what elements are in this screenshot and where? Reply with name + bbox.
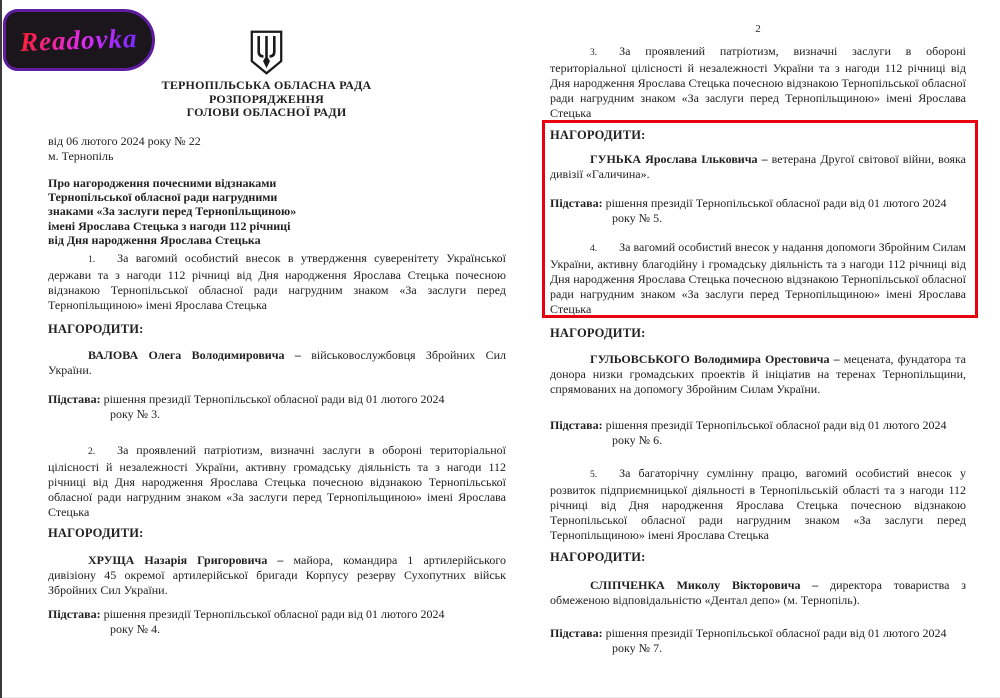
document-type: РОЗПОРЯДЖЕННЯ [208,92,325,106]
paragraph-number: 2. [88,447,96,457]
award-heading: НАГОРОДИТИ: [550,128,646,142]
subject-line: імені Ярослава Стецька з нагоди 112 річниці [48,218,291,233]
award-heading: НАГОРОДИТИ: [48,322,144,336]
awardee-desc: мецената, фундатора та донора низки громадських проектів й ініціатив на теренах Тернопільщини, спрямованих на допомогу Збройним Силам України. [550,352,966,396]
basis-block-4 [550,418,966,448]
award-heading: НАГОРОДИТИ: [48,526,144,540]
basis-block-5 [550,626,966,656]
subject-line: знаками «За заслуги перед Тернопільщиною» [48,204,297,219]
basis-ref: року № 3. [110,407,161,421]
basis-ref: року № 6. [612,433,663,447]
date-city-block [48,134,506,164]
awardee-name: ВАЛОВА Олега Володимировича – [88,348,301,362]
decree-paragraph-4 [550,240,966,317]
decree-paragraph-2 [48,443,506,520]
paragraph-number: 5. [590,470,598,480]
readovka-logo [3,9,155,71]
award-heading: НАГОРОДИТИ: [550,550,646,564]
decree-subject [48,176,388,247]
basis-text: рішення президії Тернопільської обласної ради від 01 лютого 2024 [605,196,947,210]
paragraph-number: 1. [88,255,96,265]
awardee-valov [48,348,506,378]
awardee-name: ГУЛЬОВСЬКОГО Володимира Орестовича – [590,352,840,366]
subject-line: від Дня народження Ярослава Стецька [48,232,261,247]
awardee-desc: директора товариства з обмеженою відповідальністю «Дентал депо» (м. Тернопіль). [550,578,967,607]
issuer-line: ГОЛОВИ ОБЛАСНОЇ РАДИ [186,105,347,119]
basis-text: рішення президії Тернопільської обласної ради від 01 лютого 2024 [103,392,445,406]
paragraph-text: За вагомий особистий внесок в утвердження суверенітету Української держави та з нагоди 112 річниці від Дня народження Ярослава Стецька почесною відзнакою Тернопільської обласної ради нагрудним знаком «За заслуги перед Тернопільщиною» імені Ярослава Стецька [48,251,506,312]
awardee-desc: майора, командира 1 артилерійського дивізіону 45 окремої артилерійської бригади Корпусу резерву Сухопутних військ Збройних Сил України. [48,553,506,597]
basis-label: Підстава: [550,418,603,432]
basis-text: рішення президії Тернопільської обласної ради від 01 лютого 2024 [103,607,445,621]
basis-line1 [550,196,966,211]
awardee-hunka [550,152,966,182]
awardee-name: СЛІПЧЕНКА Миколу Вікторовича – [590,578,819,592]
paragraph-number: 4. [590,244,598,254]
paragraph-number: 3. [590,48,598,58]
awardee-name: ГУНЬКА Ярослава Ільковича – [590,152,768,166]
org-name: ТЕРНОПІЛЬСЬКА ОБЛАСНА РАДА [161,78,372,92]
awardee-hulovskyi [550,352,966,397]
paragraph-text: За багаторічну сумлінну працю, вагомий особистий внесок у розвиток підприємницької діяльності в Тернопільській області та з нагоди 112 річниці від Дня народження Ярослава Стецька почесною відзнакою Тернопільської обласної ради нагрудним знаком «За заслуги перед Тернопільщиною» імені Ярослава Стецька [550,466,966,542]
date-line: від 06 лютого 2024 року № 22 [48,134,201,148]
basis-block-1 [48,392,506,422]
readovka-logo-text: Readovka [19,22,139,57]
paragraph-text: За вагомий особистий внесок у надання допомоги Збройним Силам України, активну благодійну і громадську діяльність та з нагоди 112 річниці від Дня народження Ярослава Стецька почесною відзнакою Тернопільської обласної ради нагрудним знаком «За заслуги перед Тернопільщиною» імені Ярослава Стецька [550,240,966,316]
basis-line1 [550,626,966,641]
basis-block-2 [48,607,506,637]
awardee-khrushch [48,553,506,598]
awardee-desc: військовослужбовця Збройних Сил України. [48,348,507,377]
basis-ref: року № 5. [612,211,663,225]
decree-paragraph-1 [48,251,506,313]
basis-label: Підстава: [48,607,101,621]
paragraph-text: За проявлений патріотизм, визначні заслуги в обороні територіальної цілісності й незалежності України, активну громадську діяльність та з нагоди 112 річниці від Дня народження Ярослава Стецька почесною відзнакою Тернопільської обласної ради нагрудним знаком «За заслуги перед Тернопільщиною» імені Ярослава Стецька [48,443,506,519]
decree-paragraph-5 [550,466,966,543]
basis-line1 [48,392,506,407]
basis-ref: року № 4. [110,622,161,636]
basis-label: Підстава: [550,626,603,640]
awardee-slipchenko [550,578,966,608]
basis-text: рішення президії Тернопільської обласної ради від 01 лютого 2024 [605,418,947,432]
city-line: м. Тернопіль [48,149,114,163]
basis-block-3 [550,196,966,226]
basis-line1 [550,418,966,433]
basis-label: Підстава: [550,196,603,210]
basis-line1 [48,607,506,622]
decree-paragraph-3 [550,44,966,121]
paragraph-text: За проявлений патріотизм, визначні заслуги в обороні територіальної цілісності й незалежності України та з нагоди 112 річниці від Дня народження Ярослава Стецька почесною відзнакою Тернопільської обласної ради нагрудним знаком «За заслуги перед Тернопільщиною» імені Ярослава Стецька [550,44,966,120]
basis-label: Підстава: [48,392,101,406]
awardee-name: ХРУЩА Назарія Григоровича – [88,553,284,567]
subject-line: Тернопільської обласної ради нагрудними [48,190,278,205]
basis-text: рішення президії Тернопільської обласної ради від 01 лютого 2024 [605,626,947,640]
coat-of-arms-tryzub-icon [248,30,285,75]
basis-ref: року № 7. [612,641,663,655]
award-heading: НАГОРОДИТИ: [550,326,646,340]
awardee-desc: ветерана Другої світової війни, вояка дивізії «Галичина». [550,152,967,181]
page-number: 2 [755,23,761,35]
subject-line: Про нагородження почесними відзнаками [48,176,277,190]
